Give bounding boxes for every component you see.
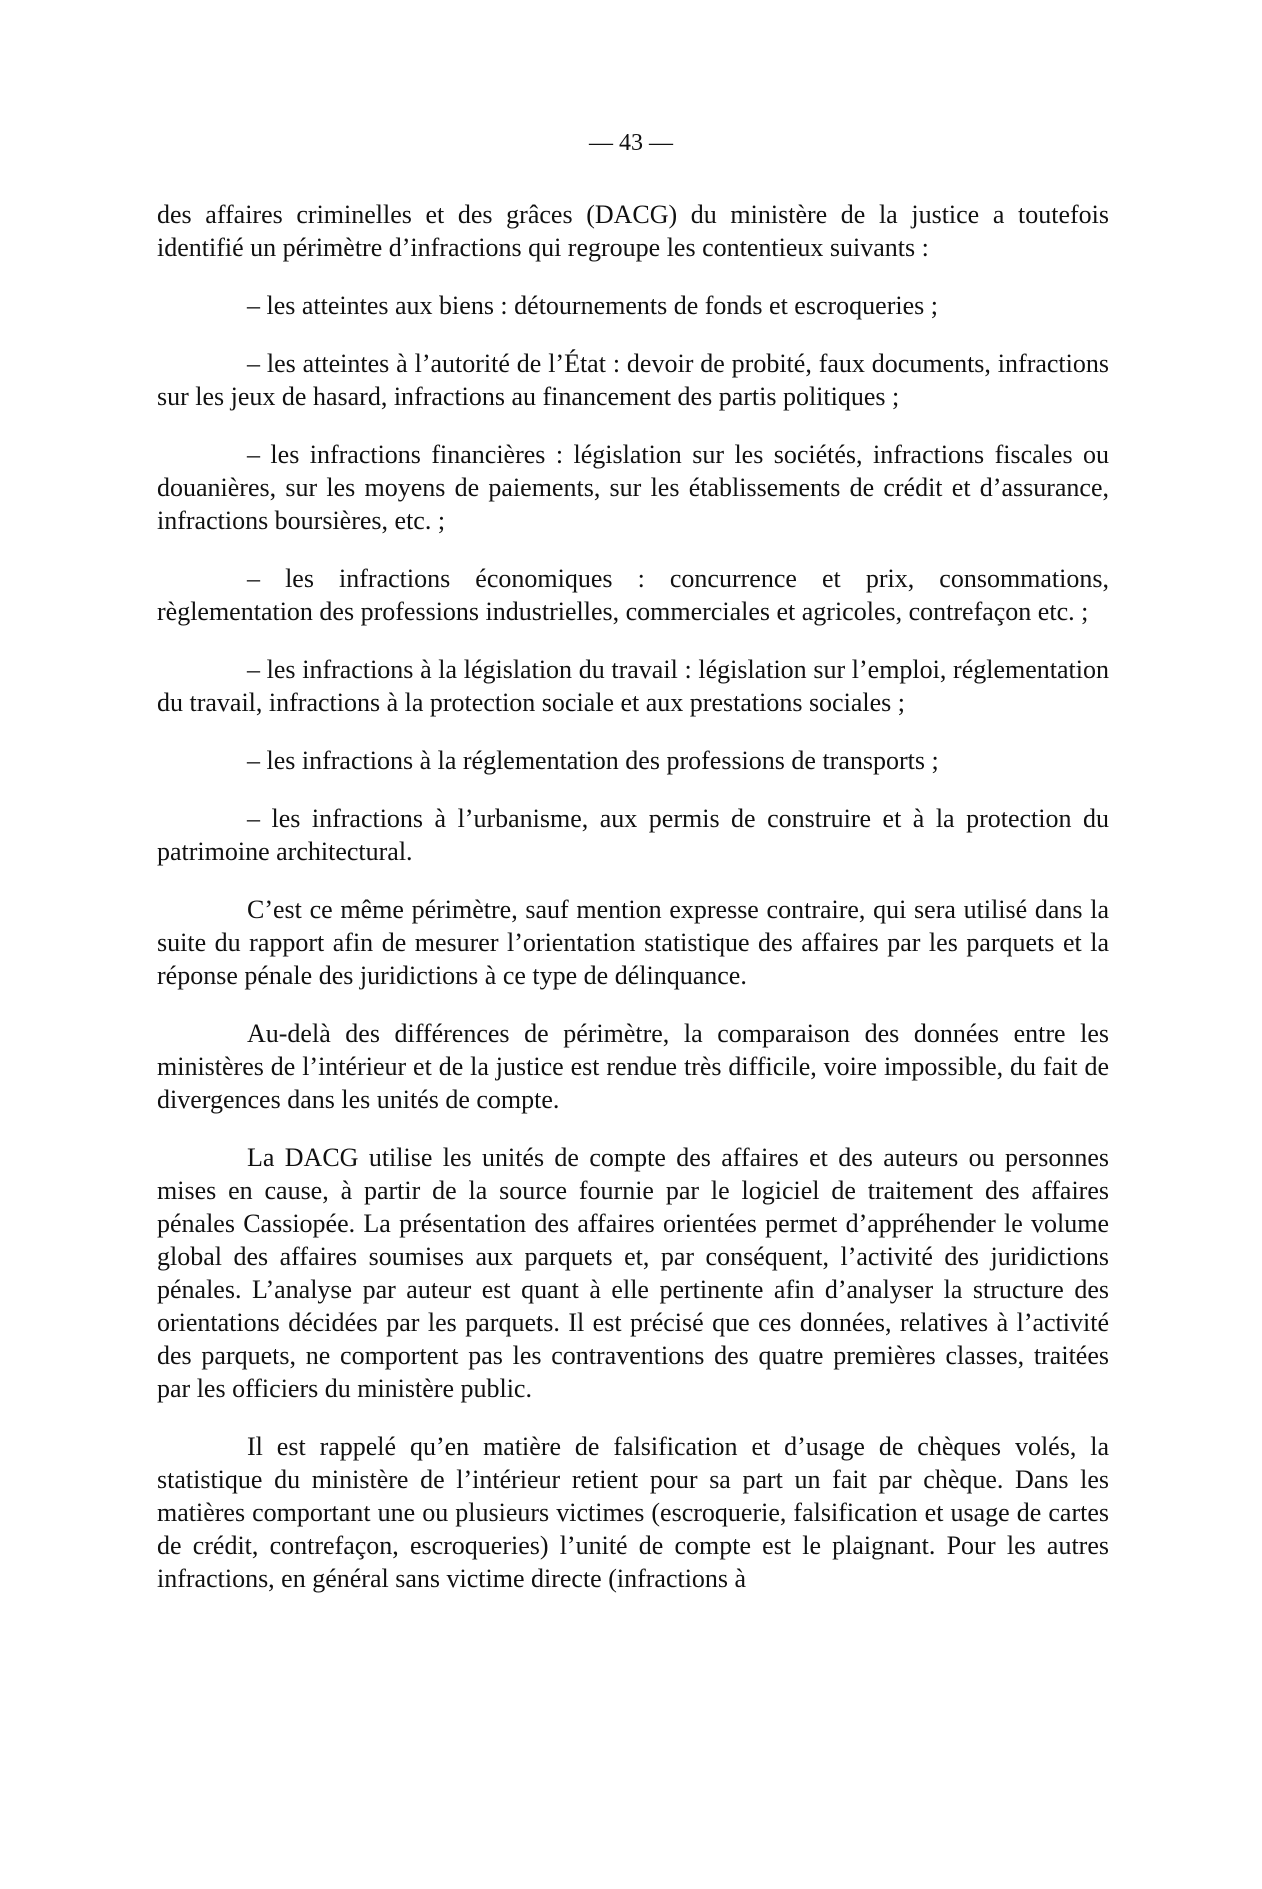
list-item-atteintes-autorite-etat: – les atteintes à l’autorité de l’État : devoir de probité, faux documents, infractions sur les jeux de hasard, infractions au financement des partis politiques ;: [157, 349, 1109, 411]
list-item-legislation-travail: – les infractions à la législation du travail : législation sur l’emploi, réglementation du travail, infractions à la protection sociale et aux prestations sociales ;: [157, 655, 1109, 717]
list-item-atteintes-biens: – les atteintes aux biens : détournements de fonds et escroqueries ;: [247, 291, 938, 320]
paragraph: Au-delà des différences de périmètre, la comparaison des données entre les ministères de l’intérieur et de la justice est rendue très difficile, voire impossible, du fait de divergences dans les unités de compte.: [157, 1019, 1109, 1114]
list-item-professions-transports: – les infractions à la réglementation des professions de transports ;: [247, 746, 939, 775]
paragraph: Il est rappelé qu’en matière de falsification et d’usage de chèques volés, la statistique du ministère de l’intérieur retient pour sa part un fait par chèque. Dans les matières comportant une ou plusieurs victimes (escroquerie, falsification et usage de cartes de crédit, contrefaçon, escroqueries) l’unité de compte est le plaignant. Pour les autres infractions, en général sans victime directe (infractions à: [157, 1432, 1109, 1593]
list-item-urbanisme: – les infractions à l’urbanisme, aux permis de construire et à la protection du patrimoine architectural.: [157, 804, 1109, 866]
list-item-infractions-financieres: – les infractions financières : législation sur les sociétés, infractions fiscales ou douanières, sur les moyens de paiements, sur les établissements de crédit et d’assurance, infractions boursières, etc. ;: [157, 440, 1109, 535]
paragraph: des affaires criminelles et des grâces (DACG) du ministère de la justice a toutefois identifié un périmètre d’infractions qui regroupe les contentieux suivants :: [157, 200, 1109, 262]
paragraph: C’est ce même périmètre, sauf mention expresse contraire, qui sera utilisé dans la suite du rapport afin de mesurer l’orientation statistique des affaires par les parquets et la réponse pénale des juridictions à ce type de délinquance.: [157, 895, 1109, 990]
page-number: — 43 —: [589, 130, 673, 156]
document-body: [157, 198, 1109, 1620]
paragraph: La DACG utilise les unités de compte des affaires et des auteurs ou personnes mises en cause, à partir de la source fournie par le logiciel de traitement des affaires pénales Cassiopée. La présentation des affaires orientées permet d’appréhender le volume global des affaires soumises aux parquets et, par conséquent, l’activité des juridictions pénales. L’analyse par auteur est quant à elle pertinente afin d’analyser la structure des orientations décidées par les parquets. Il est précisé que ces données, relatives à l’activité des parquets, ne comportent pas les contraventions des quatre premières classes, traitées par les officiers du ministère public.: [157, 1143, 1109, 1403]
list-item-infractions-economiques: – les infractions économiques : concurrence et prix, consommations, règlementation des professions industrielles, commerciales et agricoles, contrefaçon etc. ;: [157, 564, 1109, 626]
